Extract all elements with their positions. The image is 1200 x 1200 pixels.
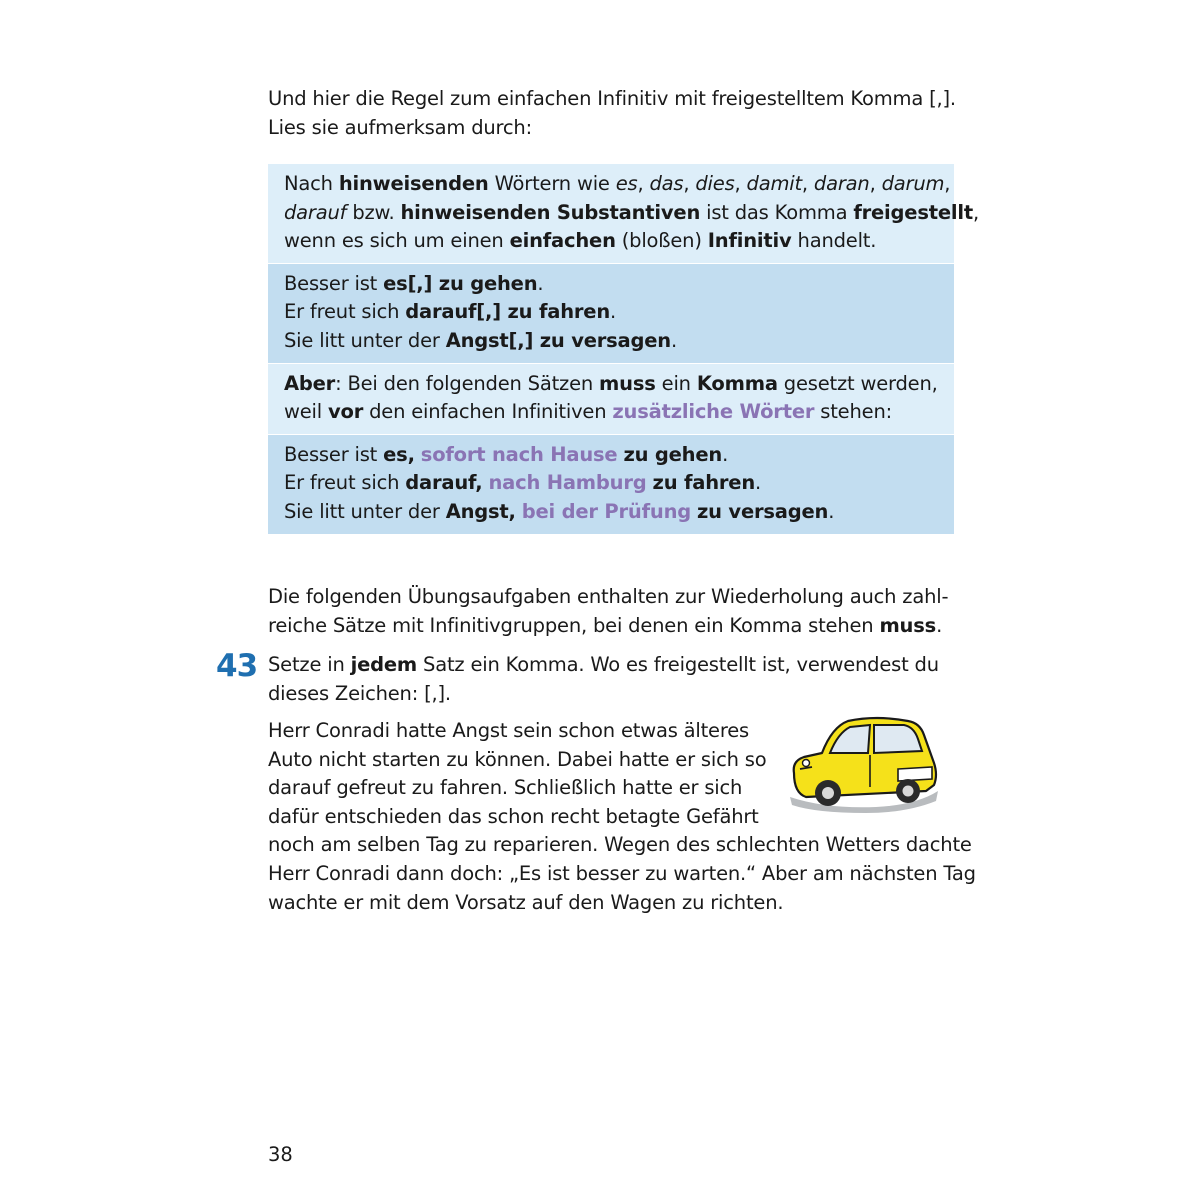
example-line: Sie litt unter der Angst, bei der Prüfung zu versagen. [284,499,835,523]
story-line: Auto nicht starten zu können. Dabei hatte er sich so [268,747,767,771]
story-line: dafür entschieden das schon recht betagte Gefährt [268,804,759,828]
example-line: Besser ist es, sofort nach Hause zu gehen. [284,442,729,466]
example-line: Sie litt unter der Angst[,] zu versagen. [284,328,677,352]
examples-optional-comma [268,264,954,363]
example-line: Er freut sich darauf, nach Hamburg zu fahren. [284,471,762,495]
intro-line-1: Und hier die Regel zum einfachen Infinitiv mit freigestelltem Komma [,]. [268,87,956,110]
para2-line-1: Die folgenden Übungsaufgaben enthalten zur Wiederholung auch zahl- [268,585,949,608]
story-line: noch am selben Tag zu reparieren. Wegen des schlechten Wetters dachte [268,833,972,857]
intro-line-2: Lies sie aufmerksam durch: [268,115,532,139]
rule-box [268,164,979,534]
rule-line-2: darauf bzw. hinweisenden Substantiven ist das Komma freigestellt, [284,200,979,224]
intro-paragraph [268,85,968,142]
examples-required-comma [268,435,954,534]
example-line: Besser ist es[,] zu gehen. [284,271,544,295]
aber-line-2: weil vor den einfachen Infinitiven zusätzliche Wörter stehen: [284,400,892,424]
rule-line-3: wenn es sich um einen einfachen (bloßen) Infinitiv handelt. [284,229,877,253]
aber-note [268,364,954,434]
exercise-intro-paragraph [268,583,968,640]
page-number: 38 [268,1143,293,1166]
story-line: Herr Conradi hatte Angst sein schon etwas älteres [268,719,750,742]
aber-line-1: Aber: Bei den folgenden Sätzen muss ein Komma gesetzt werden, [284,371,938,395]
task-line-2: dieses Zeichen: [,]. [268,681,451,705]
rule-line-1: Nach hinweisenden Wörtern wie es, das, dies, damit, daran, darum, [284,172,951,195]
task-instruction [268,651,968,708]
task-number: 43 [216,648,258,684]
example-line: Er freut sich darauf[,] zu fahren. [284,300,616,324]
story-line: darauf gefreut zu fahren. Schließlich hatte er sich [268,776,743,800]
yellow-car-icon [786,713,942,815]
task-line-1: Setze in jedem Satz ein Komma. Wo es freigestellt ist, verwendest du [268,653,939,676]
story-line: Herr Conradi dann doch: „Es ist besser zu warten.“ Aber am nächsten Tag [268,861,976,885]
rule-definition [268,164,979,263]
para2-line-2: reiche Sätze mit Infinitivgruppen, bei denen ein Komma stehen muss. [268,613,943,637]
story-line: wachte er mit dem Vorsatz auf den Wagen zu richten. [268,890,784,914]
